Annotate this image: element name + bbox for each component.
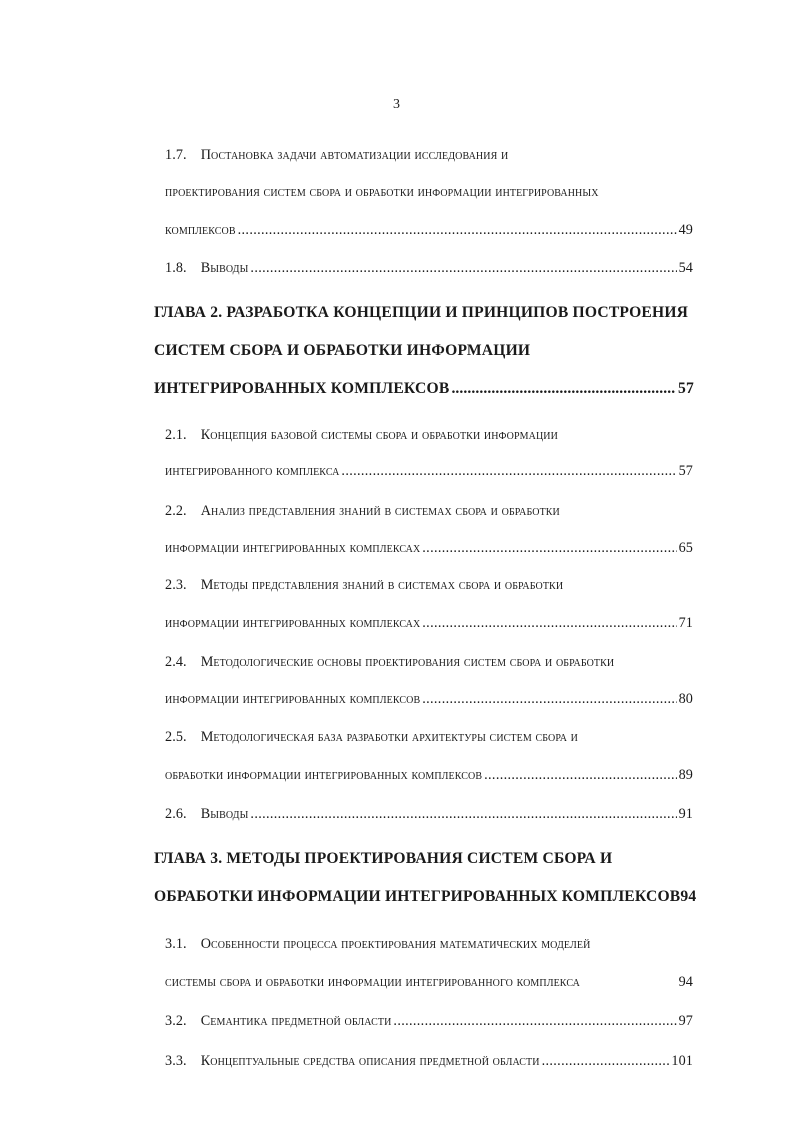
- section-title-text: Выводы: [200, 806, 249, 823]
- dot-leader: [542, 1053, 670, 1070]
- toc-entry-line: [165, 577, 693, 594]
- page-reference: 89: [678, 767, 693, 784]
- section-number: 1.7.: [165, 147, 187, 164]
- dot-leader: [238, 222, 677, 239]
- page-reference: 91: [678, 806, 693, 823]
- section-number: 1.8.: [165, 260, 187, 277]
- toc-entry-line: [165, 729, 693, 746]
- chapter-heading-line: [154, 850, 694, 868]
- section-number: 2.4.: [165, 654, 187, 671]
- page-reference: 54: [678, 260, 693, 277]
- page-reference: 57: [678, 379, 694, 397]
- section-title-text: обработки информации интегрированных комплексов: [165, 767, 483, 784]
- toc-entry-line: [165, 260, 693, 277]
- section-title-text: Анализ представления знаний в системах сбора и обработки: [200, 503, 560, 520]
- section-title-text: Особенности процесса проектирования математических моделей: [200, 936, 591, 953]
- section-title-text: интегрированного комплекса: [165, 463, 340, 480]
- chapter-heading-line: [154, 887, 697, 906]
- section-number: 2.2.: [165, 503, 187, 520]
- dot-leader: [422, 615, 676, 632]
- section-title-text: информации интегрированных комплексах: [165, 540, 421, 557]
- dot-leader: [341, 463, 676, 480]
- chapter-title-text: СИСТЕМ СБОРА И ОБРАБОТКИ ИНФОРМАЦИИ: [154, 341, 531, 359]
- toc-entry-line: [165, 767, 693, 784]
- chapter-title-text: ИНТЕГРИРОВАННЫХ КОМПЛЕКСОВ: [154, 379, 450, 397]
- section-number: 3.1.: [165, 936, 187, 953]
- toc-entry-line: [165, 463, 693, 480]
- section-title-text: Концепция базовой системы сбора и обработки информации: [200, 427, 558, 444]
- toc-entry-line: [165, 540, 693, 557]
- section-number: 3.2.: [165, 1013, 187, 1030]
- toc-entry-line: [165, 615, 693, 632]
- page-reference: 94: [680, 887, 697, 905]
- page-reference: 101: [671, 1053, 693, 1070]
- chapter-title-text: ОБРАБОТКИ ИНФОРМАЦИИ ИНТЕГРИРОВАННЫХ КОМПЛЕКСОВ: [154, 887, 681, 905]
- section-title-text: Семантика предметной области: [200, 1013, 392, 1030]
- toc-entry-line: [165, 974, 693, 991]
- dot-leader: [422, 691, 676, 708]
- toc-entry-line: [165, 147, 693, 164]
- section-title-text: Концептуальные средства описания предметной области: [200, 1053, 540, 1070]
- page-reference: 57: [678, 463, 693, 480]
- dot-leader: [451, 380, 676, 398]
- section-title-text: информации интегрированных комплексах: [165, 615, 421, 632]
- dot-leader: [250, 260, 676, 277]
- chapter-heading-line: [154, 380, 694, 398]
- section-title-text: Постановка задачи автоматизации исследования и: [200, 147, 509, 164]
- toc-entry-line: [165, 936, 693, 953]
- section-title-text: Методологическая база разработки архитектуры систем сбора и: [200, 729, 578, 746]
- toc-entry-line: [165, 806, 693, 823]
- toc-entry-line: [165, 184, 693, 201]
- page-reference: 65: [678, 540, 693, 557]
- toc-entry-line: [165, 427, 693, 444]
- section-number: 2.3.: [165, 577, 187, 594]
- dot-leader: [484, 767, 676, 784]
- dot-leader: [250, 806, 676, 823]
- toc-entry-line: [165, 1013, 693, 1030]
- section-title-text: проектирования систем сбора и обработки информации интегрированных: [165, 184, 599, 201]
- dot-leader: [422, 540, 676, 557]
- section-number: 2.5.: [165, 729, 187, 746]
- chapter-heading-line: [154, 304, 694, 322]
- section-title-text: информации интегрированных комплексов: [165, 691, 421, 708]
- dot-leader: [393, 1013, 676, 1030]
- page-reference: 49: [678, 222, 693, 239]
- toc-entry-line: [165, 1053, 693, 1070]
- chapter-title-text: ГЛАВА 2. РАЗРАБОТКА КОНЦЕПЦИИ И ПРИНЦИПОВ ПОСТРОЕНИЯ: [154, 303, 689, 321]
- page-reference: 97: [678, 1013, 693, 1030]
- toc-entry-line: [165, 503, 693, 520]
- page-number: 3: [393, 97, 400, 112]
- section-number: 2.6.: [165, 806, 187, 823]
- section-title-text: Выводы: [200, 260, 249, 277]
- chapter-title-text: ГЛАВА 3. МЕТОДЫ ПРОЕКТИРОВАНИЯ СИСТЕМ СБОРА И: [154, 849, 613, 867]
- page-reference: 80: [678, 691, 693, 708]
- chapter-heading-line: [154, 342, 694, 360]
- toc-entry-line: [165, 222, 693, 239]
- toc-entry-line: [165, 654, 693, 671]
- section-title-text: комплексов: [165, 222, 236, 239]
- page-reference: 71: [678, 615, 693, 632]
- section-title-text: системы сбора и обработки информации интегрированного комплекса: [165, 974, 580, 991]
- page-reference: 94: [678, 974, 693, 991]
- toc-entry-line: [165, 691, 693, 708]
- section-number: 2.1.: [165, 427, 187, 444]
- section-number: 3.3.: [165, 1053, 187, 1070]
- section-title-text: Методы представления знаний в системах сбора и обработки: [200, 577, 564, 594]
- section-title-text: Методологические основы проектирования систем сбора и обработки: [200, 654, 615, 671]
